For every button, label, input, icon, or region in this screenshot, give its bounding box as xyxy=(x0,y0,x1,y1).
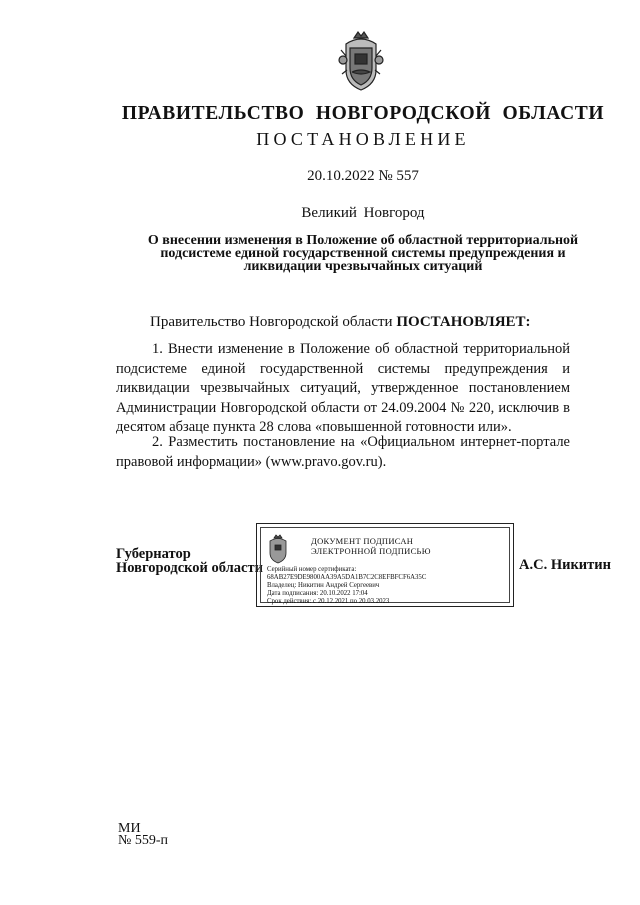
intro-paragraph xyxy=(116,313,570,333)
signatory-role-line-1: Губернатор xyxy=(116,546,191,562)
signatory-role-line-2: Новгородской области xyxy=(116,560,263,576)
intro-resolves: ПОСТАНОВЛЯЕТ: xyxy=(396,314,531,330)
footer-number: № 559-п xyxy=(118,833,169,848)
electronic-signature-stamp xyxy=(256,523,514,607)
document-subject: О внесении изменения в Положение об областной территориальной подсистеме единой государственной системы предупреждения и ликвидации чрезвычайных ситуаций xyxy=(147,233,579,274)
signatory-role xyxy=(116,547,263,575)
coat-of-arms-icon xyxy=(338,30,384,92)
stamp-serial: 68AB27E9DE9800AA39A5DA1B7C2C8EFBFCF6A35C xyxy=(267,574,427,581)
stamp-coat-of-arms-icon xyxy=(267,534,289,564)
stamp-heading-1: ДОКУМЕНТ ПОДПИСАН xyxy=(311,536,414,546)
stamp-owner: Владелец: Никитин Андрей Сергеевич xyxy=(267,582,380,589)
intro-text: Правительство Новгородской области xyxy=(150,314,397,330)
paragraph-2: 2. Разместить постановление на «Официальном интернет-портале правовой информации» (www.pravo.gov.ru). xyxy=(116,434,570,470)
document-type: ПОСТАНОВЛЕНИЕ xyxy=(256,129,470,149)
stamp-validity: Срок действия: с 20.12.2021 по 20.03.2023 xyxy=(267,598,390,605)
document-footer xyxy=(118,823,168,847)
stamp-serial-label: Серийный номер сертификата: xyxy=(267,566,357,573)
stamp-heading-2: ЭЛЕКТРОННОЙ ПОДПИСЬЮ xyxy=(311,546,431,556)
footer-initials: МИ xyxy=(118,821,141,836)
stamp-inner-frame xyxy=(260,527,510,603)
document-date-number: 20.10.2022 № 557 xyxy=(307,168,419,184)
organization-title: ПРАВИТЕЛЬСТВО НОВГОРОДСКОЙ ОБЛАСТИ xyxy=(121,103,605,124)
paragraph-1: 1. Внести изменение в Положение об областной территориальной подсистеме единой государственной системы предупреждения и ликвидации чрезвычайных ситуаций, утвержденное постановлением Администрации Новгородской области от 24.09.2004 № 220, исключив в десятом абзаце пункта 28 слова «повышенной готовности или». xyxy=(116,341,570,435)
stamp-signed-date: Дата подписания: 20.10.2022 17:04 xyxy=(267,590,368,597)
document-place: Великий Новгород xyxy=(301,205,425,221)
signatory-name: А.С. Никитин xyxy=(519,557,611,573)
